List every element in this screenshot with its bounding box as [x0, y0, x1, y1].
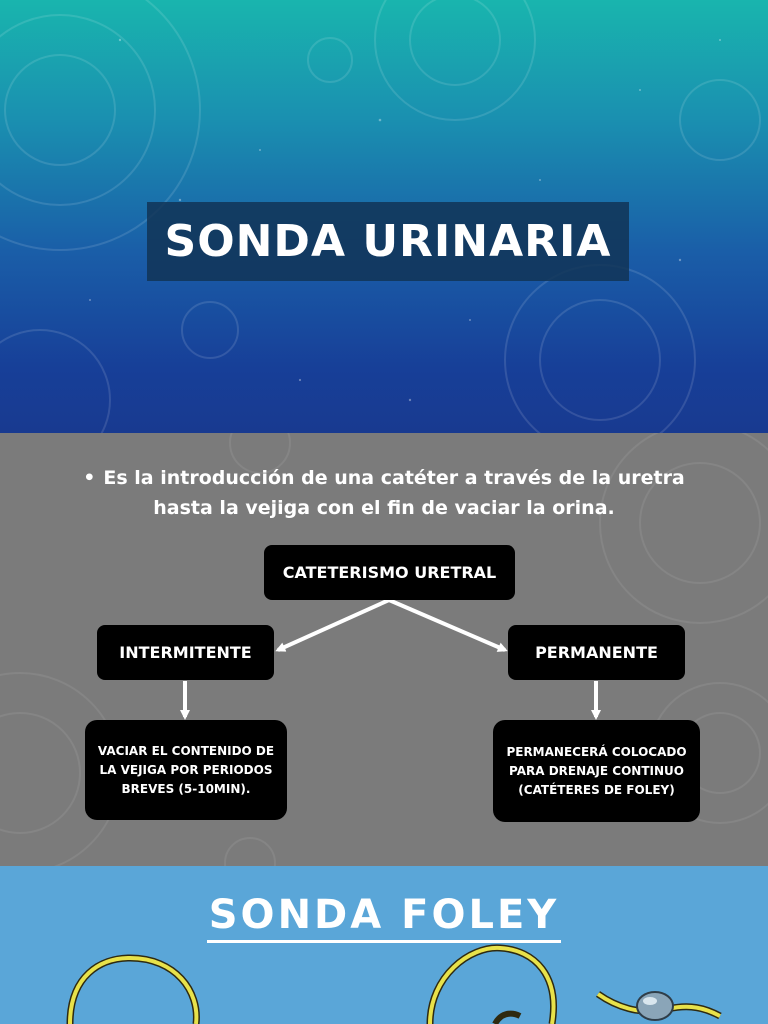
node-permanente: PERMANENTE — [508, 625, 685, 680]
slide-heading-text: SONDA FOLEY — [207, 892, 561, 943]
slide-sonda-foley — [0, 866, 768, 1024]
node-cateterismo-uretral: CATETERISMO URETRAL — [264, 545, 515, 600]
slide-definition — [0, 433, 768, 866]
node-intermitente-detail: VACIAR EL CONTENIDO DE LA VEJIGA POR PERIODOS BREVES (5-10MIN). — [85, 720, 287, 820]
foley-catheter-illustration — [0, 866, 768, 1024]
arrow-root-to-left — [278, 600, 389, 650]
arrow-root-to-right — [389, 600, 505, 650]
node-intermitente: INTERMITENTE — [97, 625, 274, 680]
definition-text: Es la introducción de una catéter a través de la uretra hasta la vejiga con el fin de vaciar la orina. — [103, 467, 685, 519]
title-box — [147, 202, 629, 281]
slide-title-text: SONDA URINARIA — [164, 216, 612, 267]
node-permanente-detail: PERMANECERÁ COLOCADO PARA DRENAJE CONTINUO (CATÉTERES DE FOLEY) — [493, 720, 700, 822]
bullet-symbol: • — [83, 467, 96, 489]
slide-heading — [0, 892, 768, 938]
catheter-balloon — [637, 992, 673, 1020]
slide-title — [0, 0, 768, 433]
